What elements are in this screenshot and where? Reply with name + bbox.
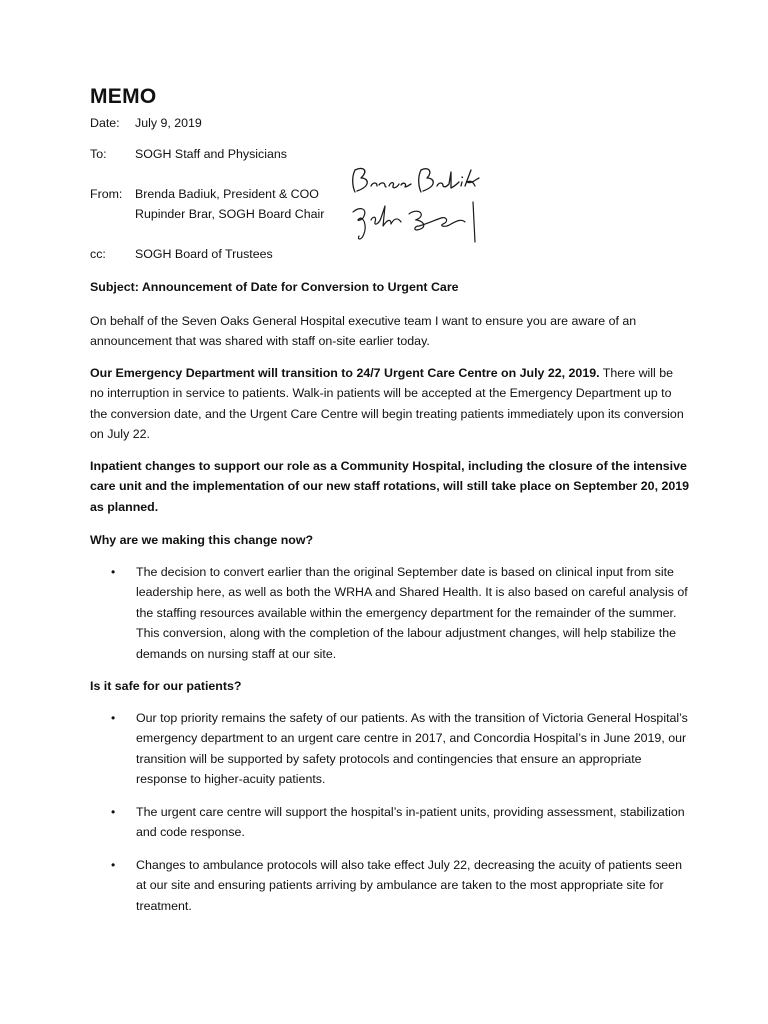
bullet-icon: • bbox=[111, 805, 116, 819]
question-why-now: Why are we making this change now? bbox=[90, 533, 314, 547]
bullet-text: Our top priority remains the safety of our patients. As with the transition of Victoria General Hospital’s emergency department to an urgent care centre in 2017, and Concordia Hospital’s in June 2019, our transition will be supported by safety protocols and contingencies that ensure an appropriate response to higher-acuity patients. bbox=[136, 711, 688, 787]
question-is-it-safe: Is it safe for our patients? bbox=[90, 679, 242, 693]
signatures bbox=[345, 160, 495, 250]
bullet-text: The urgent care centre will support the hospital’s in-patient units, providing assessment, stabilization and code response. bbox=[136, 805, 685, 840]
list-item bbox=[111, 562, 694, 664]
bullet-icon: • bbox=[111, 858, 116, 872]
from-label: From: bbox=[90, 187, 123, 201]
to-label: To: bbox=[90, 147, 107, 161]
bullet-text: Changes to ambulance protocols will also take effect July 22, decreasing the acuity of patients seen at our site and ensuring patients arriving by ambulance are taken to the most appropriate site for treatment. bbox=[136, 858, 682, 913]
memo-title: MEMO bbox=[90, 85, 157, 108]
list-item bbox=[111, 855, 694, 916]
subject-line: Subject: Announcement of Date for Conversion to Urgent Care bbox=[90, 280, 459, 294]
from-line-1: Brenda Badiuk, President & COO bbox=[135, 187, 319, 201]
bullet-text: The decision to convert earlier than the original September date is based on clinical input from site leadership here, as well as both the WRHA and Shared Health. It is also based on careful analysis of the staffing resources available within the emergency department for the remainder of the summer. This conversion, along with the completion of the labour adjustment changes, will help stabilize the demands on nursing staff at our site. bbox=[136, 565, 688, 661]
signature-brenda-badiuk bbox=[353, 168, 479, 192]
bullet-icon: • bbox=[111, 711, 116, 725]
transition-highlight: Our Emergency Department will transition to 24/7 Urgent Care Centre on July 22, 2019. bbox=[90, 366, 600, 380]
transition-paragraph bbox=[90, 363, 690, 445]
signature-rupinder-brar bbox=[353, 202, 475, 242]
transition-details: There will be no interruption in service to patients. Walk-in patients will be accepted at the Emergency Department up to the conversion date, and the Urgent Care Centre will begin treating patients immediately upon its conversion on July 22. bbox=[90, 366, 684, 442]
inpatient-paragraph: Inpatient changes to support our role as a Community Hospital, including the closure of the intensive care unit and the implementation of our new staff rotations, will still take place on September 20, 2019 as planned. bbox=[90, 459, 690, 514]
cc-value: SOGH Board of Trustees bbox=[135, 247, 273, 261]
to-value: SOGH Staff and Physicians bbox=[135, 147, 287, 161]
cc-label: cc: bbox=[90, 247, 106, 261]
intro-paragraph: On behalf of the Seven Oaks General Hospital executive team I want to ensure you are aware of an announcement that was shared with staff on-site earlier today. bbox=[90, 314, 637, 349]
from-line-2: Rupinder Brar, SOGH Board Chair bbox=[135, 207, 325, 221]
bullet-icon: • bbox=[111, 565, 116, 579]
list-item bbox=[111, 802, 694, 843]
date-value: July 9, 2019 bbox=[135, 116, 202, 130]
list-item bbox=[111, 708, 694, 790]
date-label: Date: bbox=[90, 116, 120, 130]
